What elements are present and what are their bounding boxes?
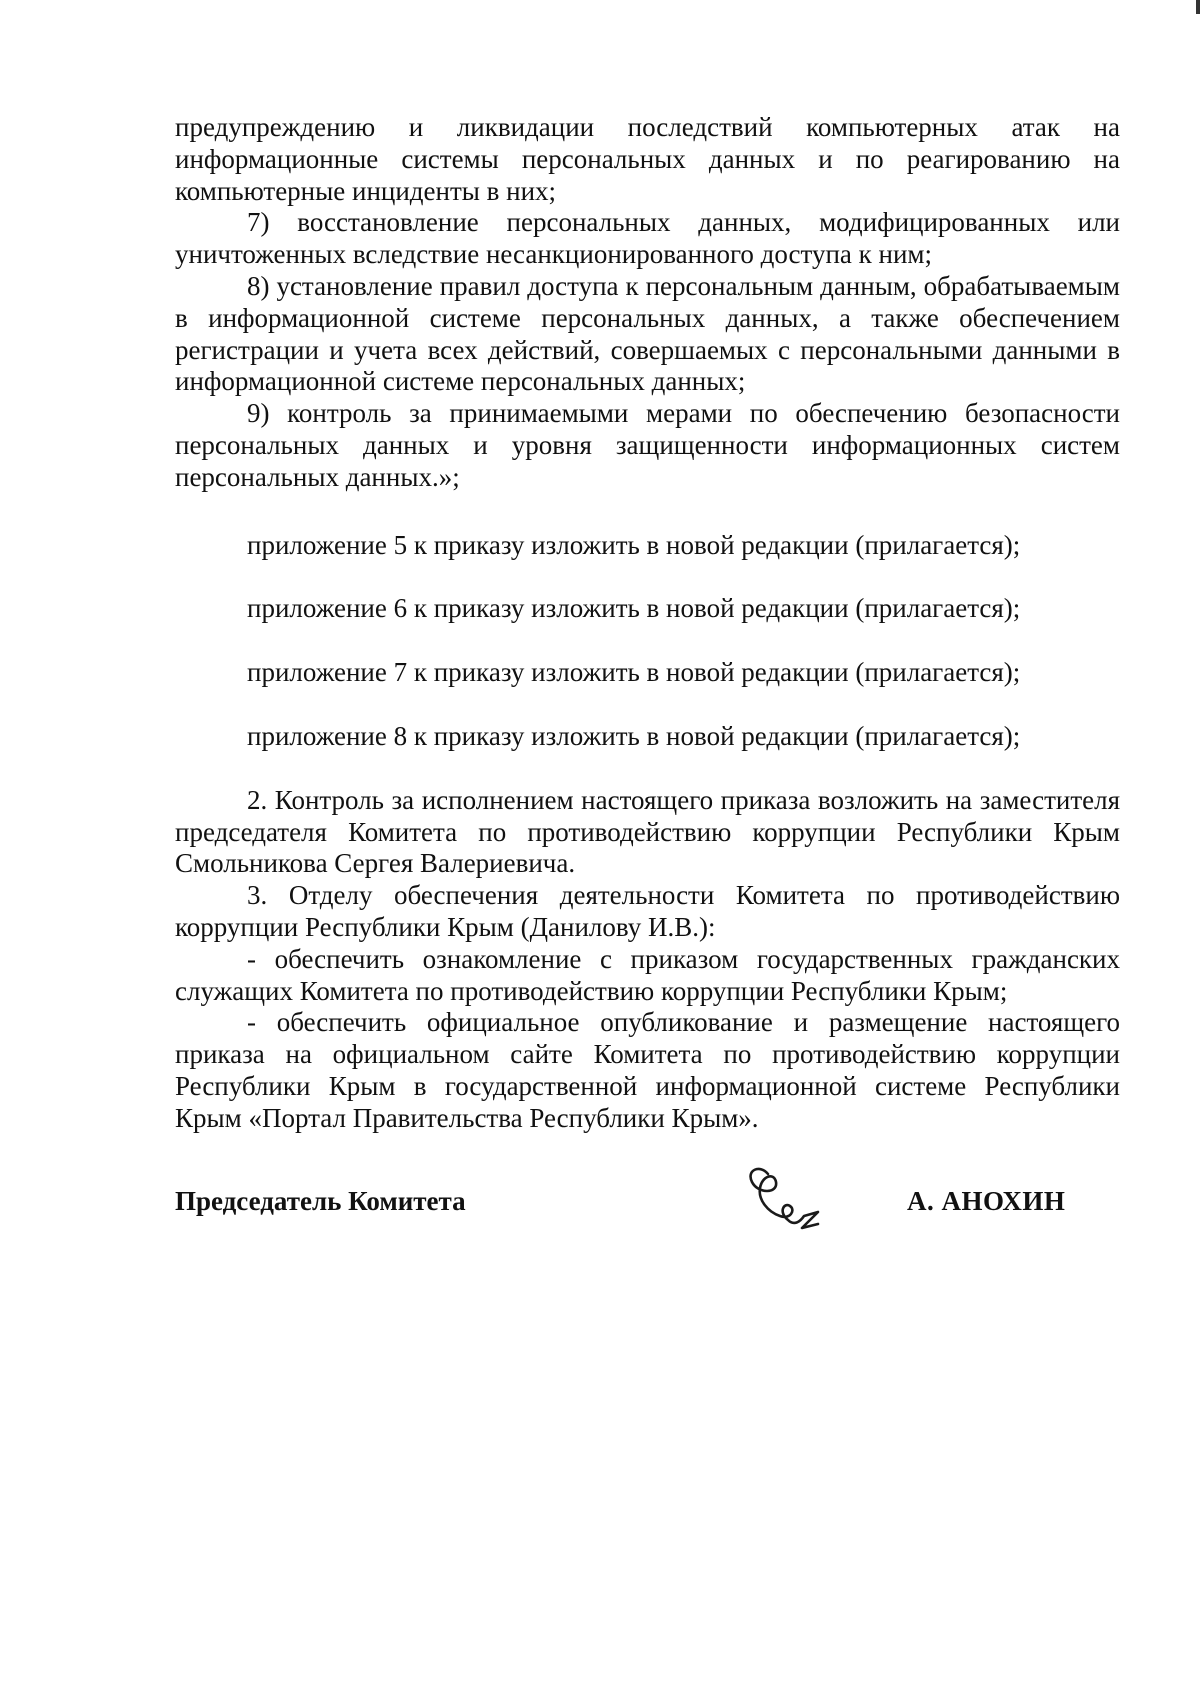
paragraph-item-8: 8) установление правил доступа к персональным данным, обрабатываемым в информационной системе персональных данных, а также обеспечением регистрации и учета всех действий, совершаемых с персональными данными в информационной системе персональных данных; <box>175 270 1120 397</box>
appendix-line-8: приложение 8 к приказу изложить в новой редакции (прилагается); <box>247 720 1021 751</box>
paragraph-department: 3. Отделу обеспечения деятельности Комитета по противодействию коррупции Республики Крым (Данилову И.В.): <box>175 880 1120 942</box>
appendix-line-7: приложение 7 к приказу изложить в новой редакции (прилагается); <box>247 657 1021 688</box>
scan-edge-mark <box>1196 0 1200 14</box>
paragraph-familiarize: - обеспечить ознакомление с приказом государственных гражданских служащих Комитета по противодействию коррупции Республики Крым; <box>175 943 1120 1006</box>
appendix-line-6: приложение 6 к приказу изложить в новой редакции (прилагается); <box>247 593 1021 624</box>
signatory-title: Председатель Комитета <box>175 1186 466 1216</box>
paragraph-continuation: предупреждению и ликвидации последствий компьютерных атак на информационные системы персональных данных и по реагированию на компьютерные инциденты в них; <box>175 112 1120 206</box>
paragraph-publish: - обеспечить официальное опубликование и размещение настоящего приказа на официальном сайте Комитета по противодействию коррупции Республики Крым в государственной информационной системе Республики Крым «Портал Правительства Республики Крым». <box>175 1007 1120 1133</box>
paragraph-item-9: 9) контроль за принимаемыми мерами по обеспечению безопасности персональных данных и уровня защищенности информационных систем персональных данных.»; <box>175 398 1120 492</box>
signature-block <box>175 1160 1120 1250</box>
paragraph-item-7: 7) восстановление персональных данных, модифицированных или уничтоженных вследствие несанкционированного доступа к ним; <box>175 207 1120 270</box>
paragraph-control: 2. Контроль за исполнением настоящего приказа возложить на заместителя председателя Комитета по противодействию коррупции Республики Крым Смольникова Сергея Валериевича. <box>175 784 1120 879</box>
document-body <box>175 112 1120 1135</box>
handwritten-signature <box>738 1160 828 1240</box>
signatory-name: А. АНОХИН <box>907 1186 1066 1216</box>
appendix-line-5: приложение 5 к приказу изложить в новой редакции (прилагается); <box>247 529 1021 560</box>
